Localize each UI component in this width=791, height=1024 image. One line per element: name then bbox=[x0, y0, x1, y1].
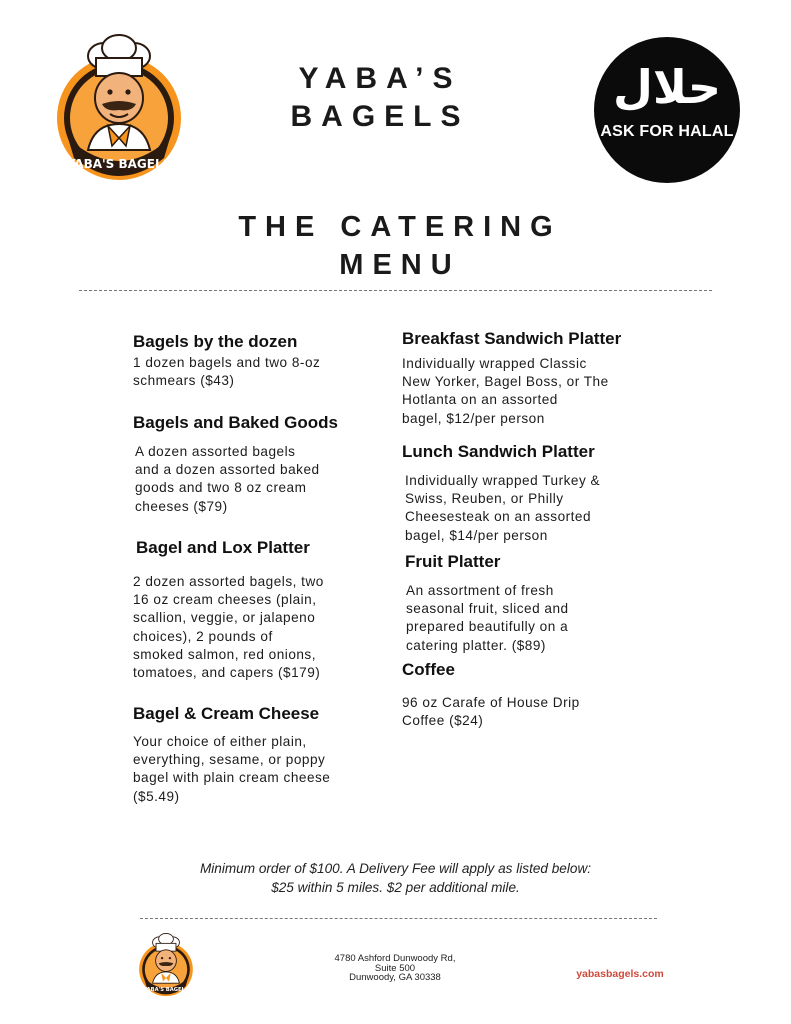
item-desc-bagel-cream-cheese: Your choice of either plain, everything, sesame, or poppy bagel with plain cream cheese ($5.49) bbox=[133, 734, 331, 804]
item-desc-lunch-platter: Individually wrapped Turkey & Swiss, Reuben, or Philly Cheesesteak on an assorted bagel, $14/per person bbox=[405, 473, 601, 543]
minimum-order-note: Minimum order of $100. A Delivery Fee will apply as listed below: $25 within 5 miles. $2 per additional mile. bbox=[199, 861, 592, 895]
item-title-coffee: Coffee bbox=[402, 660, 455, 679]
item-title-lunch-platter: Lunch Sandwich Platter bbox=[402, 442, 595, 461]
halal-arabic-text: حلال bbox=[613, 60, 721, 114]
item-title-fruit-platter: Fruit Platter bbox=[405, 552, 501, 571]
small-logo-text: YABA'S BAGELS bbox=[143, 986, 189, 993]
website-link[interactable]: yabasbagels.com bbox=[576, 968, 664, 980]
item-desc-bagels-baked-goods: A dozen assorted bagels and a dozen assorted baked goods and two 8 oz cream cheeses ($79) bbox=[135, 444, 320, 514]
item-desc-fruit-platter: An assortment of fresh seasonal fruit, sliced and prepared beautifully on a catering platter. ($89) bbox=[406, 583, 569, 653]
item-desc-breakfast-platter: Individually wrapped Classic New Yorker, Bagel Boss, or The Hotlanta on an assorted bagel, $12/per person bbox=[402, 356, 609, 426]
top-divider bbox=[79, 290, 712, 291]
item-title-breakfast-platter: Breakfast Sandwich Platter bbox=[402, 329, 622, 348]
address: 4780 Ashford Dunwoody Rd, Suite 500 Dunwoody, GA 30338 bbox=[334, 953, 456, 983]
item-desc-bagels-dozen: 1 dozen bagels and two 8-oz schmears ($43) bbox=[133, 355, 321, 389]
item-desc-bagel-lox-platter: 2 dozen assorted bagels, two 16 oz cream cheeses (plain, scallion, veggie, or jalapeno choices), 2 pounds of smoked salmon, red onions, tomatoes, and capers ($179) bbox=[133, 574, 324, 681]
yabas-bagels-small-logo bbox=[137, 932, 195, 998]
halal-badge bbox=[594, 37, 740, 183]
halal-label: ASK FOR HALAL bbox=[600, 123, 734, 140]
bottom-divider bbox=[140, 918, 657, 919]
menu-title: THE CATERING MENU bbox=[238, 211, 562, 281]
item-title-bagels-baked-goods: Bagels and Baked Goods bbox=[133, 413, 338, 432]
item-desc-coffee: 96 oz Carafe of House Drip Coffee ($24) bbox=[402, 695, 580, 729]
brand-title: YABA’S BAGELS bbox=[290, 62, 470, 133]
yabas-bagels-logo bbox=[52, 34, 186, 182]
item-title-bagels-dozen: Bagels by the dozen bbox=[133, 332, 298, 351]
item-title-bagel-cream-cheese: Bagel & Cream Cheese bbox=[133, 704, 320, 723]
logo-text: YABA'S BAGELS bbox=[66, 157, 172, 171]
item-title-bagel-lox-platter: Bagel and Lox Platter bbox=[136, 538, 310, 557]
